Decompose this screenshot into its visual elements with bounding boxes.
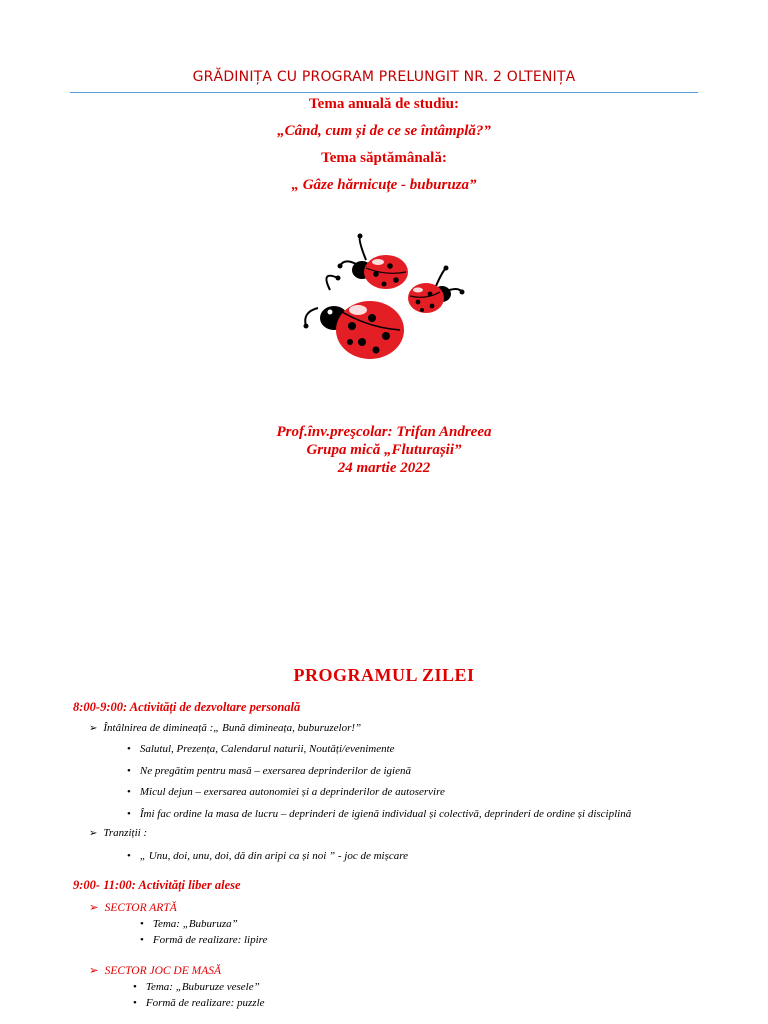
annual-theme: „Când, cum și de ce se întâmplă?” bbox=[277, 123, 491, 139]
list-item bbox=[133, 997, 265, 1009]
sector-art-label: SECTOR ARTĂ bbox=[104, 902, 177, 914]
group-name: Grupa mică „Fluturașii” bbox=[306, 442, 462, 458]
ladybug-small-icon bbox=[408, 266, 465, 314]
bullet-icon: • bbox=[140, 918, 144, 930]
sector-table-games bbox=[89, 963, 221, 977]
list-item bbox=[133, 981, 260, 993]
bullet-icon: • bbox=[127, 743, 131, 755]
bullet-icon: • bbox=[127, 786, 131, 798]
list-item-text: „ Unu, doi, unu, doi, dă din aripi ca și noi ” - joc de mișcare bbox=[139, 850, 409, 862]
morning-meeting-text: Întâlnirea de dimineață :„ Bună dimineața, buburuzelor!” bbox=[103, 722, 362, 734]
list-item bbox=[127, 743, 395, 755]
list-item-text: Îmi fac ordine la masa de lucru – deprinderi de igienă individual și colectivă, deprinderi de ordine și disciplină bbox=[139, 808, 632, 820]
list-item bbox=[127, 786, 445, 798]
ladybugs-illustration bbox=[300, 230, 470, 370]
list-item-text: Tema: „Buburuza” bbox=[152, 918, 238, 930]
bullet-icon: • bbox=[127, 765, 131, 777]
list-item bbox=[140, 934, 267, 946]
transitions-text: Tranziții : bbox=[103, 827, 148, 839]
list-item-text: Ne pregătim pentru masă – exersarea deprinderilor de igienă bbox=[139, 765, 411, 777]
ladybug-medium-icon bbox=[338, 234, 409, 290]
list-item-text: Formă de realizare: puzzle bbox=[145, 997, 265, 1009]
bullet-icon: • bbox=[127, 808, 131, 820]
arrow-bullet-icon: ➢ bbox=[89, 723, 98, 734]
bullet-icon: • bbox=[140, 934, 144, 946]
list-item-text: Salutul, Prezența, Calendarul naturii, Noutăți/evenimente bbox=[139, 743, 395, 755]
list-item-text: Formă de realizare: lipire bbox=[152, 934, 268, 946]
arrow-bullet-icon: ➢ bbox=[89, 902, 99, 914]
list-item bbox=[127, 850, 408, 862]
sector-table-games-label: SECTOR JOC DE MASĂ bbox=[104, 965, 222, 977]
school-name: GRĂDINIȚA CU PROGRAM PRELUNGIT NR. 2 OLTENIȚA bbox=[192, 69, 576, 85]
date: 24 martie 2022 bbox=[337, 460, 431, 476]
list-item bbox=[89, 827, 147, 839]
list-item-text: Tema: „Buburuze vesele” bbox=[145, 981, 260, 993]
arrow-bullet-icon: ➢ bbox=[89, 828, 98, 839]
section-heading-personal-dev: 8:00-9:00: Activități de dezvoltare personală bbox=[73, 700, 301, 714]
list-item bbox=[140, 918, 238, 930]
bullet-icon: • bbox=[133, 997, 137, 1009]
program-title: PROGRAMUL ZILEI bbox=[293, 665, 475, 685]
annual-theme-label: Tema anuală de studiu: bbox=[309, 96, 459, 112]
weekly-theme: „ Gâze hărnicuțe - buburuza” bbox=[291, 177, 477, 193]
teacher-name: Prof.înv.preşcolar: Trifan Andreea bbox=[276, 424, 492, 440]
bullet-icon: • bbox=[127, 850, 131, 862]
list-item bbox=[127, 808, 631, 820]
list-item-text: Micul dejun – exersarea autonomiei și a deprinderilor de autoservire bbox=[139, 786, 445, 798]
list-item bbox=[127, 765, 411, 777]
sector-art bbox=[89, 900, 177, 914]
bullet-icon: • bbox=[133, 981, 137, 993]
arrow-bullet-icon: ➢ bbox=[89, 965, 99, 977]
header-divider bbox=[70, 92, 698, 93]
weekly-theme-label: Tema săptămânală: bbox=[321, 150, 447, 166]
list-item bbox=[89, 722, 361, 734]
section-heading-free-activities: 9:00- 11:00: Activități liber alese bbox=[73, 878, 241, 892]
